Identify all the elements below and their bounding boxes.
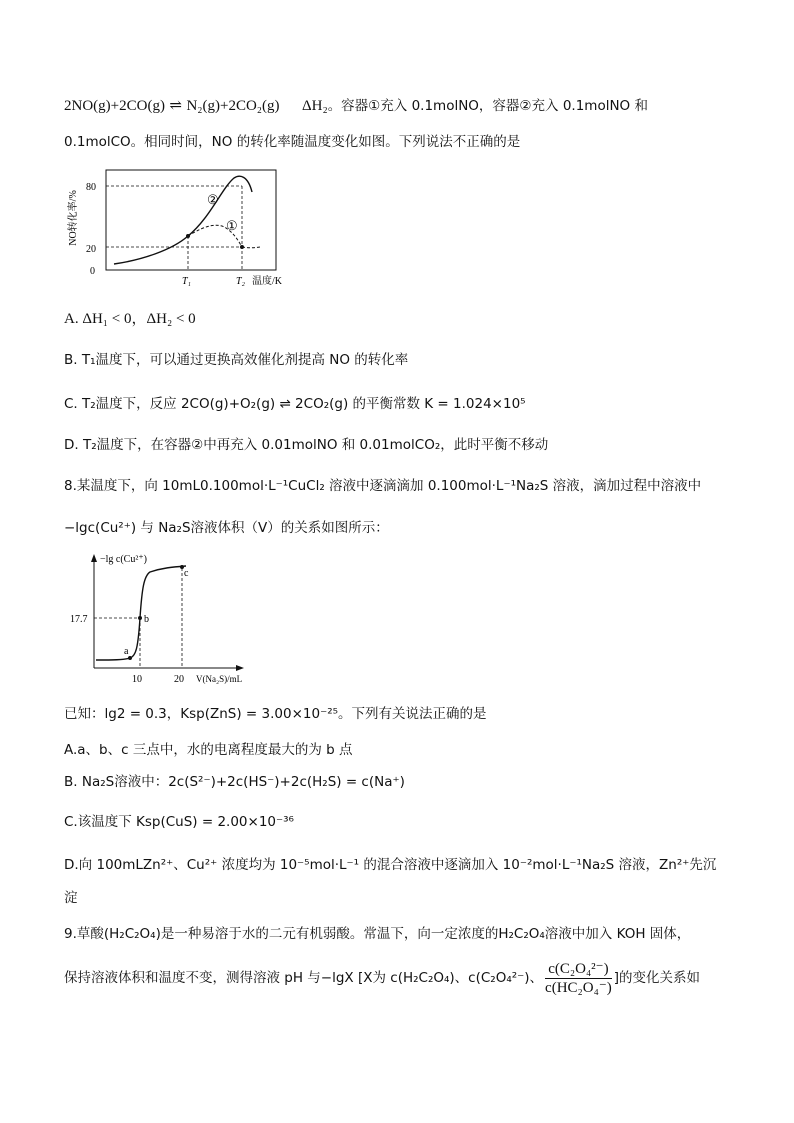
point-t1: [186, 234, 190, 238]
curve-1-label: ①: [226, 218, 238, 233]
y-tick-80: 80: [86, 182, 96, 193]
q9-fraction-denominator: c(HC₂O₄⁻): [545, 979, 612, 996]
q9-stem-2a: 保持溶液体积和温度不变，测得溶液 pH 与−lgX [X为 c(H₂C₂O₄)、c(C₂O₄²⁻)、: [64, 970, 544, 986]
q9-fraction: [545, 960, 612, 997]
y-axis-label: −lg c(Cu²⁺): [100, 554, 147, 565]
y-tick-17-7: 17.7: [70, 614, 88, 625]
x-tick-t1: T₁: [182, 276, 192, 287]
q8-option-b: B. Na₂S溶液中：2c(S²⁻)+2c(HS⁻)+2c(H₂S) = c(Na⁺): [64, 774, 405, 790]
point-b: [138, 616, 142, 620]
q8-option-c: C.该温度下 Ksp(CuS) = 2.00×10⁻³⁶: [64, 814, 294, 830]
point-t2: [240, 245, 244, 249]
q8-known: 已知：lg2 = 0.3，Ksp(ZnS) = 3.00×10⁻²⁵。下列有关说法正确的是: [64, 706, 487, 722]
q9-stem-1: 9.草酸(H₂C₂O₄)是一种易溶于水的二元有机弱酸。常温下，向一定浓度的H₂C₂O₄溶液中加入 KOH 固体，: [64, 926, 691, 942]
point-b-label: b: [144, 614, 149, 625]
origin-label: 0: [90, 266, 95, 277]
y-axis-label: NO转化率/%: [68, 190, 79, 246]
q8-stem-1: 8.某温度下，向 10mL0.100mol·L⁻¹CuCl₂ 溶液中逐滴滴加 0.100mol·L⁻¹Na₂S 溶液，滴加过程中溶液中: [64, 478, 702, 494]
figure-titration-curve: [62, 550, 272, 694]
q9-stem-2: [64, 958, 700, 998]
x-tick-20: 20: [174, 674, 184, 685]
q8-option-a: A.a、b、c 三点中，水的电离程度最大的为 b 点: [64, 742, 353, 758]
q7-equilibrium-arrow: ⇌: [169, 98, 182, 114]
point-a-label: a: [124, 646, 129, 657]
y-tick-20: 20: [86, 244, 96, 255]
q7-stem-line1: [64, 96, 648, 116]
q7-option-d: D. T₂温度下，在容器②中再充入 0.01molNO 和 0.01molCO₂，此时平衡不移动: [64, 437, 549, 453]
point-c-label: c: [184, 568, 189, 579]
q7-equation-left: 2NO(g)+2CO(g): [64, 98, 165, 114]
q8-stem-2: −lgc(Cu²⁺) 与 Na₂S溶液体积（V）的关系如图所示：: [64, 520, 389, 536]
curve-2-label: ②: [207, 192, 219, 207]
q7-description-2: 0.1molCO。相同时间，NO 的转化率随温度变化如图。下列说法不正确的是: [64, 134, 521, 150]
q7-equation-right: N₂(g)+2CO₂(g): [186, 98, 280, 114]
q8-option-d-2: 淀: [64, 890, 78, 906]
q7-description-1: 。容器①充入 0.1molNO，容器②充入 0.1molNO 和: [327, 98, 648, 114]
q7-option-a: A. ΔH₁ < 0，ΔH₂ < 0: [64, 311, 196, 327]
q8-option-d-1: D.向 100mLZn²⁺、Cu²⁺ 浓度均为 10⁻⁵mol·L⁻¹ 的混合溶液中逐滴加入 10⁻²mol·L⁻¹Na₂S 溶液，Zn²⁺先沉: [64, 857, 717, 873]
x-tick-t2: T₂: [236, 276, 246, 287]
q9-fraction-numerator: c(C₂O₄²⁻): [545, 960, 612, 979]
q7-option-c: C. T₂温度下，反应 2CO(g)+O₂(g) ⇌ 2CO₂(g) 的平衡常数 K = 1.024×10⁵: [64, 396, 526, 412]
titration-curve: [96, 566, 186, 660]
q9-stem-2b: ]的变化关系如: [613, 970, 701, 986]
x-axis-arrow: [236, 665, 244, 671]
x-axis-label: 温度/K: [252, 276, 282, 287]
point-a: [128, 656, 132, 660]
x-tick-10: 10: [132, 674, 142, 685]
q7-option-b: B. T₁温度下，可以通过更换高效催化剂提高 NO 的转化率: [64, 352, 409, 368]
q7-delta-h2: ΔH₂: [301, 98, 328, 114]
x-axis-label: V(Na₂S)/mL: [196, 674, 243, 684]
y-axis-arrow: [91, 554, 97, 562]
curve-1-tail: [242, 247, 260, 248]
figure-no-conversion: [62, 168, 282, 292]
plot-frame: [106, 170, 276, 270]
